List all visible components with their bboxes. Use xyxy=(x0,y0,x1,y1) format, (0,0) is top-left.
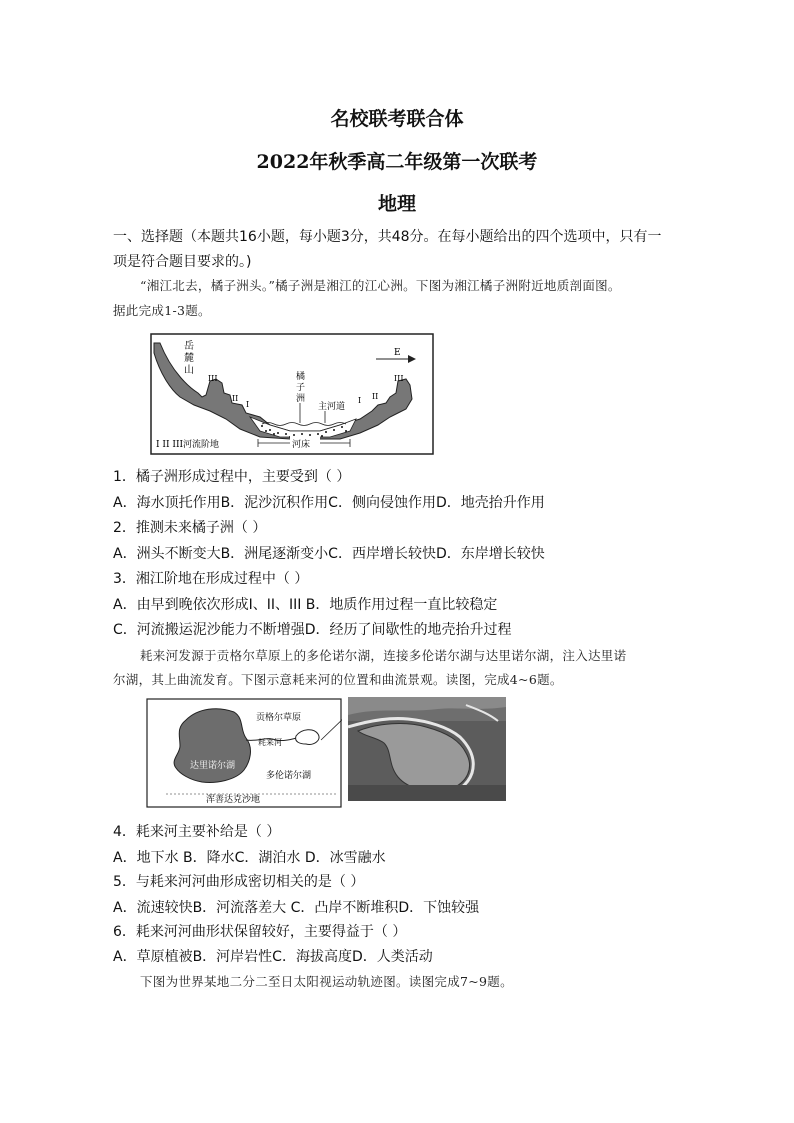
terrace-right-3: III xyxy=(394,374,404,383)
q1-options: A．海水顶托作用B．泥沙沉积作用C．侧向侵蚀作用D．地壳抬升作用 xyxy=(113,495,545,511)
dali-lake-shape xyxy=(174,709,250,783)
q5-options: A．流速较快B．河流落差大 C．凸岸不断堆积D．下蚀较强 xyxy=(113,900,480,916)
geological-cross-section-figure xyxy=(150,333,434,455)
haolai-river-location-map xyxy=(146,698,342,808)
hunshandake-sand-label: 浑善达克沙地 xyxy=(206,795,261,805)
q2-stem: 2．推测未来橘子洲（ ） xyxy=(113,520,267,536)
east-label: E xyxy=(394,348,401,358)
q5-stem: 5．与耗来河河曲形成密切相关的是（ ） xyxy=(113,874,365,890)
exam-alliance-title: 名校联考联合体 xyxy=(330,108,464,130)
terrace-legend: I II III河流阶地 xyxy=(156,440,220,450)
hill-label-2: 麓 xyxy=(184,353,194,364)
terrace-right-2: II xyxy=(372,392,379,401)
terrace-left-3: III xyxy=(208,374,218,383)
duolun-lake-label: 多伦诺尔湖 xyxy=(266,771,312,781)
section-instruction-line1: 一、选择题（本题共16小题，每小题3分，共48分。在每小题给出的四个选项中，只有一 xyxy=(113,229,662,245)
terrace-left-1: I xyxy=(246,400,250,409)
meander-landscape-photo xyxy=(348,697,506,801)
q1-stem: 1．橘子洲形成过程中，主要受到（ ） xyxy=(113,469,351,485)
hill-label-3: 山 xyxy=(184,365,194,376)
q4-stem: 4．耗来河主要补给是（ ） xyxy=(113,824,281,840)
main-channel-label: 主河道 xyxy=(318,402,346,412)
passage2-line2: 尔湖，其上曲流发育。下图示意耗来河的位置和曲流景观。读图，完成4~6题。 xyxy=(113,672,563,687)
terrace-right-1: I xyxy=(358,396,362,405)
hill-label-1: 岳 xyxy=(184,341,194,352)
passage2-line1: 耗来河发源于贡格尔草原上的多伦诺尔湖，连接多伦诺尔湖与达里诺尔湖，注入达里诺 xyxy=(140,648,627,663)
haolai-river-label: 耗来河 xyxy=(258,738,282,747)
section-instruction-line2: 项是符合题目要求的。) xyxy=(113,254,252,270)
grassland-label: 贡格尔草原 xyxy=(256,713,302,723)
island-label-3: 洲 xyxy=(296,394,306,404)
passage1-line1: “湘江北去，橘子洲头。”橘子洲是湘江的江心洲。下图为湘江橘子洲附近地质剖面图。 xyxy=(140,278,621,293)
riverbed-label: 河床 xyxy=(292,440,311,450)
passage1-line2: 据此完成1-3题。 xyxy=(113,303,211,318)
island-label-2: 子 xyxy=(296,383,306,393)
q2-options: A．洲头不断变大B．洲尾逐渐变小C．西岸增长较快D．东岸增长较快 xyxy=(113,546,545,562)
q3-stem: 3．湘江阶地在形成过程中（ ） xyxy=(113,571,309,587)
island-label-1: 橘 xyxy=(296,372,306,382)
q3-options-cd: C．河流搬运泥沙能力不断增强D．经历了间歇性的地壳抬升过程 xyxy=(113,622,512,638)
dali-lake-label: 达里诺尔湖 xyxy=(190,761,236,771)
terrace-left-2: II xyxy=(232,394,239,403)
q3-options-ab: A．由早到晚依次形成I、II、III B．地质作用过程一直比较稳定 xyxy=(113,597,498,613)
q6-stem: 6．耗来河河曲形状保留较好，主要得益于（ ） xyxy=(113,924,407,940)
q4-options: A．地下水 B．降水C．湖泊水 D．冰雪融水 xyxy=(113,850,386,866)
exam-session-title: 2022年秋季高二年级第一次联考 xyxy=(256,151,538,173)
passage3-line1: 下图为世界某地二分二至日太阳视运动轨迹图。读图完成7~9题。 xyxy=(140,974,513,989)
q6-options: A．草原植被B．河岸岩性C．海拔高度D．人类活动 xyxy=(113,949,433,965)
subject-title: 地理 xyxy=(377,193,416,215)
